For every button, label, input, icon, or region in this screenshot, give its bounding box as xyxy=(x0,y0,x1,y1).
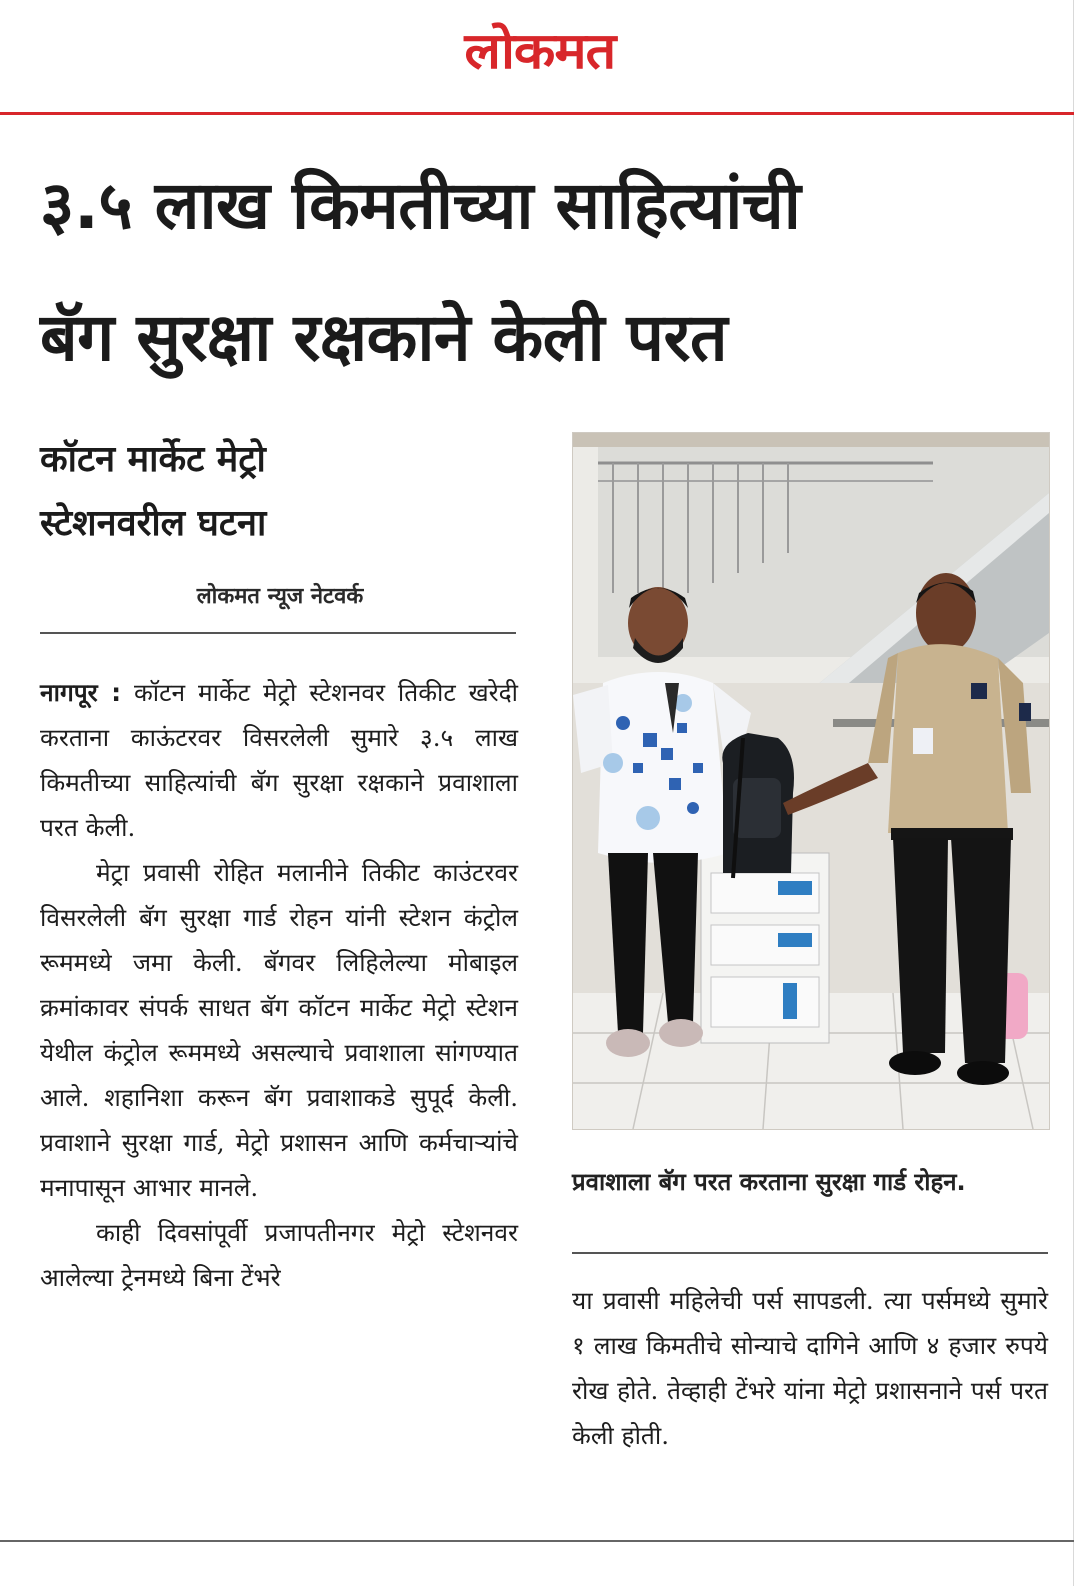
dateline: नागपूर : xyxy=(40,678,122,707)
lokmat-logo: लोकमत xyxy=(464,22,616,80)
headline xyxy=(40,140,1050,404)
subheadline-line-2: स्टेशनवरील घटना xyxy=(40,503,267,544)
paragraph-2: मेट्रा प्रवासी रोहित मलानीने तिकीट काउंटरवर विसरलेली बॅग सुरक्षा गार्ड रोहन यांनी स्टेशन कंट्रोल रूममध्ये जमा केली. बॅगवर लिहिलेल्या मोबाइल क्रमांकावर संपर्क साधत बॅग कॉटन मार्केट मेट्रो स्टेशन येथील कंट्रोल रूममध्ये असल्याचे प्रवाशाला सांगण्यात आले. शहानिशा करून बॅग प्रवाशाकडे सुपूर्द केली. प्रवाशाने सुरक्षा गार्ड, मेट्रो प्रशासन आणि कर्मचाऱ्यांचे मनापासून आभार मानले. xyxy=(40,858,518,1202)
masthead-rule xyxy=(0,112,1074,115)
byline: लोकमत न्यूज नेटवर्क xyxy=(196,584,364,609)
paragraph-1-text: कॉटन मार्केट मेट्रो स्टेशनवर तिकीट खरेदी करताना काऊंटरवर विसरलेली सुमारे ३.५ लाख किमतीच्या साहित्यांची बॅग सुरक्षा रक्षकाने प्रवाशाला परत केली. xyxy=(40,678,518,842)
continuation-paragraph: या प्रवासी महिलेची पर्स सापडली. त्या पर्समध्ये सुमारे १ लाख किमतीचे सोन्याचे दागिने आणि ४ हजार रुपये रोख होते. तेव्हाही टेंभरे यांना मेट्रो प्रशासनाने पर्स परत केली होती. xyxy=(572,1286,1048,1450)
masthead xyxy=(0,18,1080,84)
subheadline-line-1: कॉटन मार्केट मेट्रो xyxy=(40,439,266,480)
headline-line-1: ३.५ लाख किमतीच्या साहित्यांची xyxy=(40,167,801,244)
article-body-left xyxy=(40,670,518,1300)
subheadline xyxy=(40,428,520,556)
paragraph-1 xyxy=(40,670,518,850)
article-body-right xyxy=(572,1278,1048,1458)
news-photo xyxy=(572,432,1050,1130)
photo-caption: प्रवाशाला बॅग परत करताना सुरक्षा गार्ड रोहन. xyxy=(572,1168,966,1196)
paragraph-3: काही दिवसांपूर्वी प्रजापतीनगर मेट्रो स्टेशनवर आलेल्या ट्रेनमध्ये बिना टेंभरे xyxy=(40,1218,518,1292)
headline-line-2: बॅग सुरक्षा रक्षकाने केली परत xyxy=(40,299,728,376)
caption-rule xyxy=(572,1252,1048,1254)
photo-illustration xyxy=(573,433,1049,1129)
byline-rule xyxy=(40,632,516,634)
bottom-rule xyxy=(0,1540,1074,1542)
page-edge xyxy=(1073,0,1074,1586)
